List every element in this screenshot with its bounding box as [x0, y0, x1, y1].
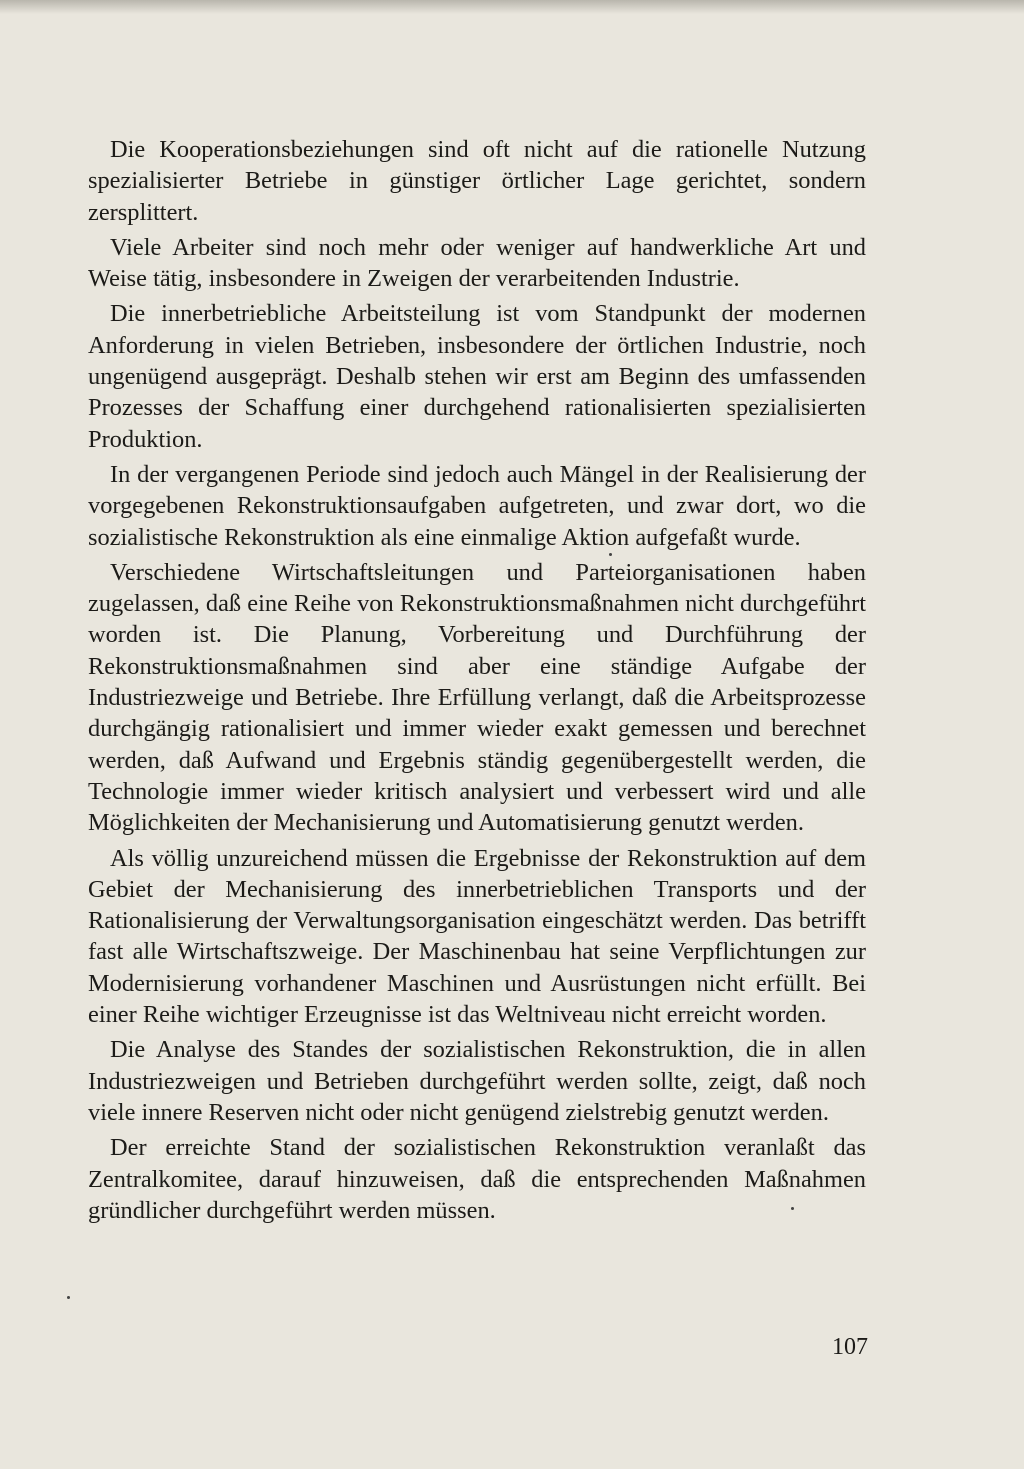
paragraph-insufficient-results: Als völlig unzureichend müssen die Ergebnisse der Rekonstruktion auf dem Gebiet der Mechanisierung des innerbetrieblichen Transports und der Rationalisierung der Verwaltungsorganisation eingeschätzt werden. Das betrifft fast alle Wirtschaftszweige. Der Maschinenbau hat seine Verpflichtungen zur Modernisierung vorhandener Maschinen und Ausrüstungen nicht erfüllt. Bei einer Reihe wichtiger Erzeugnisse ist das Weltniveau nicht erreicht worden. — [88, 844, 866, 1029]
paragraph-division-of-labor: Die innerbetriebliche Arbeitsteilung ist vom Standpunkt der modernen Anforderung in vielen Betrieben, insbesondere der örtlichen Industrie, noch ungenügend ausgeprägt. Deshalb stehen wir erst am Beginn des umfassenden Prozesses der Schaffung einer durchgehend rationalisierten spezialisierten Produktion. — [88, 300, 866, 453]
scan-speck — [609, 553, 612, 556]
paragraph-cooperation: Die Kooperationsbeziehungen sind oft nicht auf die rationelle Nutzung spezialisierter Betriebe in günstiger örtlicher Lage gerichtet, sondern zersplittert. — [88, 136, 866, 226]
scan-edge — [0, 0, 1024, 14]
scan-speck — [67, 1296, 70, 1299]
paragraph-conclusion: Der erreichte Stand der sozialistischen Rekonstruktion veranlaßt das Zentralkomitee, darauf hinzuweisen, daß die entsprechenden Maßnahmen gründlicher durchgeführt werden müssen. — [88, 1134, 866, 1224]
scan-speck — [791, 1207, 794, 1210]
paragraph-workers: Viele Arbeiter sind noch mehr oder weniger auf handwerkliche Art und Weise tätig, insbesondere in Zweigen der verarbeitenden Industrie. — [88, 233, 866, 293]
paragraph-analysis: Die Analyse des Standes der sozialistischen Rekonstruktion, die in allen Industriezweigen und Betrieben durchgeführt werden sollte, zeigt, daß noch viele innere Reserven nicht oder nicht genügend zielstrebig genutzt werden. — [88, 1036, 866, 1126]
paragraph-shortcomings: In der vergangenen Periode sind jedoch auch Mängel in der Realisierung der vorgegebenen Rekonstruktionsaufgaben aufgetreten, und zwar dort, wo die sozialistische Rekonstruktion als eine einmalige Aktion aufgefaßt wurde. — [88, 460, 866, 551]
body-text — [88, 134, 866, 1230]
page-number: 107 — [832, 1334, 868, 1360]
paragraph-economic-management: Verschiedene Wirtschaftsleitungen und Parteiorganisationen haben zugelassen, daß eine Reihe von Rekonstruktionsmaßnahmen nicht durchgeführt worden ist. Die Planung, Vorbereitung und Durchführung der Rekonstruktionsmaßnahmen sind aber eine ständige Aufgabe der Industriezweige und Betriebe. Ihre Erfüllung verlangt, daß die Arbeitsprozesse durchgängig rationalisiert und immer wieder exakt gemessen und berechnet werden, daß Aufwand und Ergebnis ständig gegenübergestellt werden, die Technologie immer wieder kritisch analysiert und verbessert wird und alle Möglichkeiten der Mechanisierung und Automatisierung genutzt werden. — [88, 558, 866, 837]
